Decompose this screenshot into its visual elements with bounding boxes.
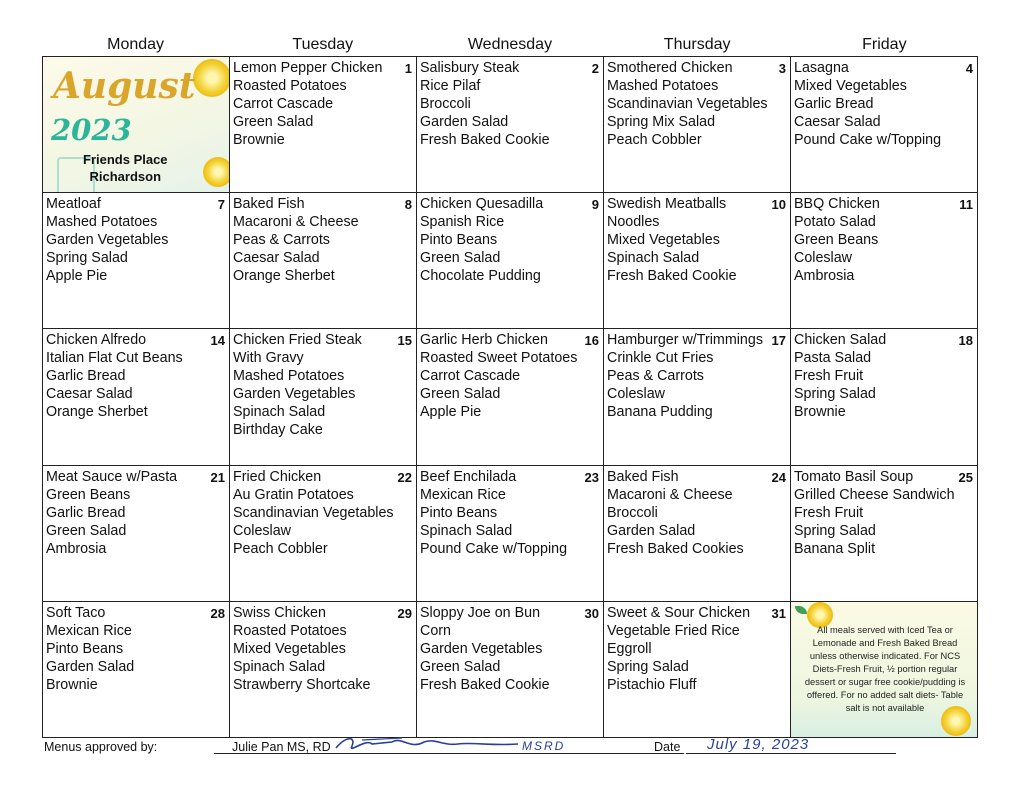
menu-item: Caesar Salad: [233, 250, 320, 267]
menu-item: Brownie: [233, 132, 285, 148]
menu-item: Lasagna: [794, 60, 849, 76]
date-number: 14: [210, 333, 225, 349]
menu-item: Hamburger w/Trimmings: [607, 332, 763, 349]
day-cell-22: [230, 466, 417, 602]
menu-item: Fresh Baked Cookies: [607, 540, 744, 557]
menu-item: Pound Cake w/Topping: [420, 540, 568, 557]
menu-item: Green Salad: [46, 522, 127, 539]
menu-item: Orange Sherbet: [46, 404, 148, 421]
day-cell-11: [791, 193, 978, 329]
year-title: 2023: [51, 113, 132, 147]
date-number: 4: [965, 61, 973, 76]
date-number: 9: [591, 197, 599, 213]
leaf-icon: [795, 606, 807, 614]
day-cell-31: [604, 602, 791, 738]
menu-item: Chocolate Pudding: [420, 268, 541, 285]
menu-item: Pistachio Fluff: [607, 676, 697, 693]
day-cell-8: [230, 193, 417, 329]
menu-item: Sloppy Joe on Bun: [420, 604, 541, 621]
date-number: 25: [958, 469, 973, 485]
menu-item: Soft Taco: [46, 604, 106, 621]
menu-item: Garlic Bread: [46, 504, 126, 521]
menu-item: Caesar Salad: [46, 386, 133, 403]
menu-item: BBQ Chicken: [794, 196, 880, 213]
day-cell-15: [230, 329, 417, 465]
menu-item: Green Salad: [420, 386, 501, 403]
menu-item: Peas & Carrots: [233, 232, 330, 249]
menu-item: Spring Mix Salad: [607, 114, 716, 130]
menu-item: Fresh Baked Cookie: [420, 132, 550, 148]
date-number: 17: [771, 333, 786, 349]
day-cell-14: [43, 329, 230, 465]
menu-item: Macaroni & Cheese: [233, 214, 359, 231]
menu-item: Ambrosia: [46, 540, 107, 557]
menu-item: Spanish Rice: [420, 214, 505, 231]
menu-item: Green Salad: [233, 114, 314, 130]
menu-item: Chicken Salad: [794, 332, 887, 349]
day-header-wednesday: Wednesday: [467, 36, 553, 53]
menu-item: Italian Flat Cut Beans: [46, 350, 183, 367]
menu-item: Brownie: [46, 676, 98, 693]
menu-item: Banana Split: [794, 540, 876, 557]
menu-item: Pasta Salad: [794, 350, 872, 367]
menu-item: Brownie: [794, 404, 846, 421]
menu-item: Spring Salad: [794, 386, 876, 403]
menu-item: Baked Fish: [607, 468, 679, 485]
day-header-thursday: Thursday: [663, 36, 731, 53]
menu-item: Au Gratin Potatoes: [233, 486, 354, 503]
menu-item: Chicken Fried Steak: [233, 332, 362, 349]
day-cell-3: [604, 57, 791, 193]
menu-item: Grilled Cheese Sandwich: [794, 486, 955, 503]
menu-item: Garden Salad: [420, 114, 509, 130]
menu-item: Pinto Beans: [46, 640, 124, 657]
menu-item: Chicken Quesadilla: [420, 196, 544, 213]
approval-footer: [42, 738, 978, 758]
day-cell-23: [417, 466, 604, 602]
menu-item: Swedish Meatballs: [607, 196, 727, 213]
date-number: 24: [771, 469, 786, 485]
menu-item: Garden Vegetables: [233, 386, 356, 403]
menu-item: Scandinavian Vegetables: [233, 504, 394, 521]
menu-item: Spring Salad: [794, 522, 876, 539]
menu-item: Corn: [420, 622, 451, 639]
month-title: August: [53, 65, 196, 107]
menu-item: Garden Vegetables: [420, 640, 543, 657]
menu-item: Apple Pie: [46, 268, 108, 285]
menu-item: Green Salad: [420, 658, 501, 675]
menu-calendar-grid: [42, 56, 978, 738]
menu-item: Spinach Salad: [420, 522, 513, 539]
menu-item: Meatloaf: [46, 196, 101, 213]
location-line-2: Richardson: [89, 169, 162, 184]
menu-item: Mexican Rice: [46, 622, 132, 639]
menu-item: Tomato Basil Soup: [794, 468, 914, 485]
menu-item: Roasted Potatoes: [233, 622, 347, 639]
menu-item: Roasted Potatoes: [233, 78, 347, 94]
menu-item: Spring Salad: [607, 658, 689, 675]
date-number: 22: [397, 469, 412, 485]
menu-item: Mixed Vegetables: [607, 232, 720, 249]
menu-item: Sweet & Sour Chicken: [607, 604, 751, 621]
menu-item: Fresh Baked Cookie: [420, 676, 550, 693]
menu-item: Potato Salad: [794, 214, 876, 231]
menu-item: Mexican Rice: [420, 486, 506, 503]
title-cell: [43, 57, 230, 193]
menu-item: Fresh Baked Cookie: [607, 268, 737, 285]
date-number: 11: [959, 197, 973, 213]
menu-item: Banana Pudding: [607, 404, 713, 421]
menu-item: Ambrosia: [794, 268, 855, 285]
day-cell-18: [791, 329, 978, 465]
day-cell-4: [791, 57, 978, 193]
menu-item: Swiss Chicken: [233, 604, 326, 621]
menu-item: Eggroll: [607, 640, 652, 657]
day-cell-16: [417, 329, 604, 465]
lemon-slice-icon: [193, 59, 230, 97]
lemon-slice-icon: [203, 157, 230, 187]
date-number: 10: [771, 197, 786, 213]
day-cell-7: [43, 193, 230, 329]
handwritten-signature: [332, 732, 522, 756]
menu-item: Orange Sherbet: [233, 268, 335, 285]
menu-item: Birthday Cake: [233, 422, 323, 439]
menu-item: Coleslaw: [233, 522, 292, 539]
menu-item: Carrot Cascade: [420, 368, 521, 385]
menu-item: Crinkle Cut Fries: [607, 350, 714, 367]
date-number: 16: [584, 333, 599, 349]
day-cell-17: [604, 329, 791, 465]
menu-item: Beef Enchilada: [420, 468, 517, 485]
handwritten-date: July 19, 2023: [707, 736, 810, 753]
menu-item: Garlic Bread: [46, 368, 126, 385]
menu-item: Chicken Alfredo: [46, 332, 147, 349]
menu-item: Peach Cobbler: [607, 132, 702, 148]
menu-item: Mixed Vegetables: [233, 640, 346, 657]
date-number: 15: [397, 333, 412, 349]
date-number: 7: [217, 197, 225, 213]
date-number: 8: [404, 197, 412, 213]
menu-item: Fresh Fruit: [794, 368, 864, 385]
beverage-note: All meals served with Iced Tea or Lemonade and Fresh Baked Bread unless otherwise indicated. For NCS Diets-Fresh Fruit, ½ portion regular dessert or sugar free cookie/pudding is offered. For no added salt diets- Table salt is not available: [804, 624, 966, 713]
approved-by-label: Menus approved by:: [44, 740, 158, 754]
weekday-header-row: [42, 34, 978, 56]
date-number: 31: [771, 605, 786, 621]
menu-item: Coleslaw: [607, 386, 666, 403]
day-cell-28: [43, 602, 230, 738]
approver-name: Julie Pan MS, RD: [232, 740, 331, 754]
day-cell-9: [417, 193, 604, 329]
menu-item: Vegetable Fried Rice: [607, 622, 740, 639]
day-cell-25: [791, 466, 978, 602]
menu-item: Green Beans: [794, 232, 879, 249]
menu-item: Strawberry Shortcake: [233, 676, 371, 693]
date-number: 21: [210, 469, 225, 485]
signature-credentials: MSRD: [522, 739, 566, 753]
beverage-note-cell: [791, 602, 978, 738]
menu-item: Spinach Salad: [233, 404, 326, 421]
menu-item: Mixed Vegetables: [794, 78, 907, 94]
menu-item: Rice Pilaf: [420, 78, 481, 94]
date-label: Date: [654, 740, 681, 754]
menu-item: Green Beans: [46, 486, 131, 503]
menu-item: Green Salad: [420, 250, 501, 267]
menu-item: Roasted Sweet Potatoes: [420, 350, 578, 367]
menu-item: Scandinavian Vegetables: [607, 96, 768, 112]
date-number: 1: [404, 61, 412, 76]
menu-item: Pinto Beans: [420, 504, 498, 521]
menu-item: Meat Sauce w/Pasta: [46, 468, 178, 485]
menu-item: Smothered Chicken: [607, 60, 733, 76]
location-line-1: Friends Place: [83, 152, 168, 167]
menu-item: Mashed Potatoes: [46, 214, 158, 231]
menu-item: Apple Pie: [420, 404, 482, 421]
menu-item: Macaroni & Cheese: [607, 486, 733, 503]
menu-item: Pinto Beans: [420, 232, 498, 249]
date-number: 18: [958, 333, 973, 349]
menu-item: Pound Cake w/Topping: [794, 132, 942, 148]
menu-item: Salisbury Steak: [420, 60, 520, 76]
menu-item: Garden Salad: [607, 522, 696, 539]
menu-item: Lemon Pepper Chicken: [233, 60, 383, 76]
day-cell-2: [417, 57, 604, 193]
menu-item: Spinach Salad: [233, 658, 326, 675]
date-number: 29: [397, 605, 412, 621]
day-header-monday: Monday: [107, 36, 165, 53]
menu-item: Carrot Cascade: [233, 96, 334, 112]
menu-item: Mashed Potatoes: [233, 368, 345, 385]
menu-item: Spring Salad: [46, 250, 128, 267]
menu-item: Caesar Salad: [794, 114, 881, 130]
menu-item: Baked Fish: [233, 196, 305, 213]
menu-item: Garden Vegetables: [46, 232, 169, 249]
day-cell-29: [230, 602, 417, 738]
date-number: 23: [584, 469, 599, 485]
date-number: 3: [778, 61, 786, 76]
menu-item: Broccoli: [420, 96, 471, 112]
menu-item: Garlic Herb Chicken: [420, 332, 548, 349]
menu-item: Fresh Fruit: [794, 504, 864, 521]
day-cell-10: [604, 193, 791, 329]
menu-item: Mashed Potatoes: [607, 78, 719, 94]
menu-item: Spinach Salad: [607, 250, 700, 267]
menu-item: With Gravy: [233, 350, 304, 367]
menu-item: Garlic Bread: [794, 96, 874, 112]
menu-item: Garden Salad: [46, 658, 135, 675]
menu-item: Peas & Carrots: [607, 368, 704, 385]
day-header-tuesday: Tuesday: [292, 36, 354, 53]
day-cell-21: [43, 466, 230, 602]
menu-item: Broccoli: [607, 504, 658, 521]
menu-item: Coleslaw: [794, 250, 853, 267]
date-number: 30: [584, 605, 599, 621]
day-header-friday: Friday: [862, 36, 907, 53]
menu-item: Noodles: [607, 214, 660, 231]
menu-item: Peach Cobbler: [233, 540, 328, 557]
day-cell-30: [417, 602, 604, 738]
day-cell-1: [230, 57, 417, 193]
menu-item: Fried Chicken: [233, 468, 322, 485]
date-number: 2: [591, 61, 599, 76]
date-line: [686, 753, 896, 754]
location-name: [83, 151, 168, 185]
date-number: 28: [210, 605, 225, 621]
day-cell-24: [604, 466, 791, 602]
